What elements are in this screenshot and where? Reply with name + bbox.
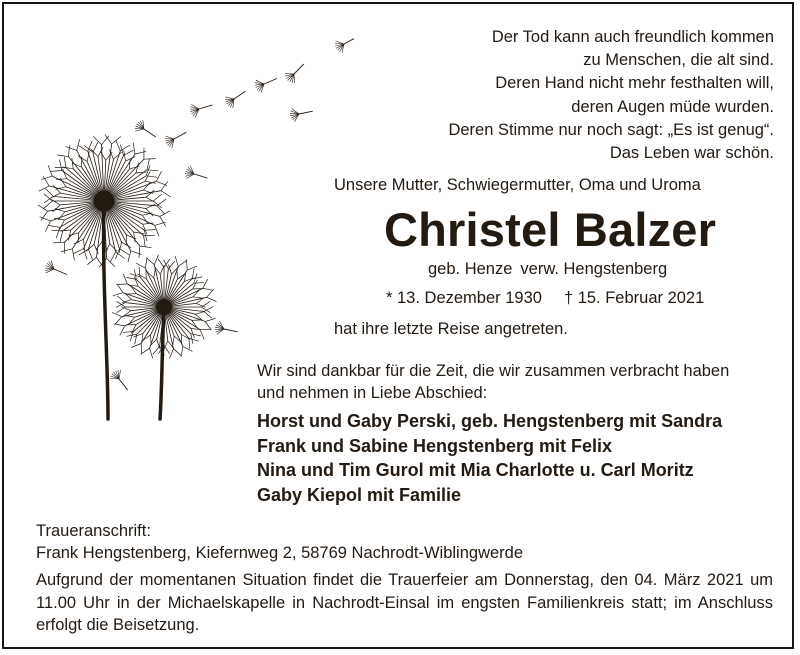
address-label: Traueranschrift: (36, 522, 151, 540)
poem (448, 26, 774, 165)
seed (290, 109, 313, 122)
seed (135, 120, 156, 137)
birth-names (428, 260, 667, 279)
seed (165, 132, 186, 148)
thanks-line: und nehmen in Liebe Abschied: (257, 384, 488, 402)
family-intro: Unsere Mutter, Schwiegermutter, Oma und Uroma (334, 176, 701, 194)
mourner-entry: Gaby Kiepol mit Familie (257, 484, 462, 505)
dandelion-head (112, 255, 216, 359)
deceased-name: Christel Balzer (384, 203, 717, 256)
address-value: Frank Hengstenberg, Kiefernweg 2, 58769 Nachrodt-Wiblingwerde (36, 544, 524, 562)
birth-date: * 13. Dezember 1930 (386, 289, 542, 307)
mourners-list (257, 409, 722, 507)
seed (45, 261, 67, 275)
seed (255, 79, 277, 93)
poem-line: Deren Hand nicht mehr festhalten will, (495, 74, 774, 93)
funeral-notice: Aufgrund der momentanen Situation findet die Trauerfeier am Donnerstag, den 04. März 2021 um 11.00 Uhr in der Michaelskapelle in Nachrodt-Einsal im engsten Familienkreis statt; im Anschluss erfolgt die Beisetzung. (36, 571, 773, 634)
seed (335, 37, 354, 53)
life-dates (386, 289, 704, 308)
mourning-address (36, 520, 523, 564)
death-date: † 15. Februar 2021 (563, 289, 705, 307)
poem-line: Der Tod kann auch freundlich kommen (491, 28, 774, 46)
thanks-line: Wir sind dankbar für die Zeit, die wir zusammen verbracht haben (257, 362, 730, 380)
seed (110, 370, 128, 390)
poem-line: deren Augen müde wurden. (571, 97, 774, 116)
seed (185, 166, 207, 179)
mourner-entry: Horst und Gaby Perski, geb. Hengstenberg mit Sandra (257, 411, 723, 431)
thanks-text (257, 360, 729, 404)
birth-name: geb. Henze (428, 260, 513, 278)
poem-line: Das Leben war schön. (609, 144, 774, 163)
journey-text: hat ihre letzte Reise angetreten. (334, 320, 568, 338)
seed (190, 104, 212, 117)
poem-line: zu Menschen, die alt sind. (583, 51, 774, 70)
seed (225, 91, 246, 108)
widowed-name: verw. Hengstenberg (520, 260, 668, 278)
seed (285, 64, 304, 83)
obituary-card (2, 2, 794, 649)
seed (215, 321, 238, 334)
mourner-entry: Nina und Tim Gurol mit Mia Charlotte u. Carl Moritz (257, 460, 694, 480)
poem-line: Deren Stimme nur noch sagt: „Es ist genug“. (448, 120, 774, 139)
mourner-entry: Frank und Sabine Hengstenberg mit Felix (257, 435, 613, 456)
